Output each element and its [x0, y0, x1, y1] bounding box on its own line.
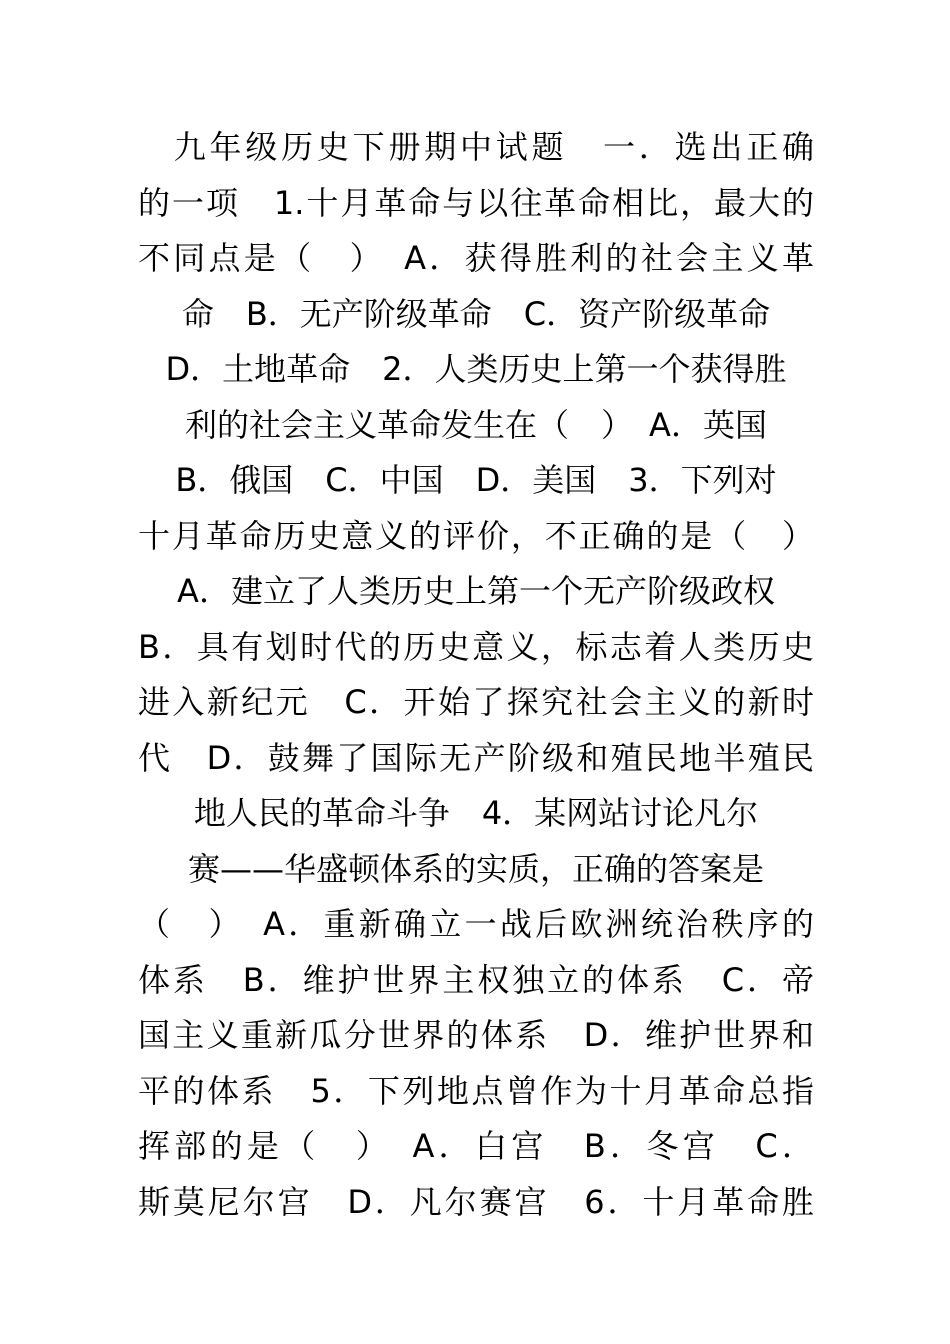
text-line: （ ） A．重新确立一战后欧洲统治秩序的: [138, 905, 814, 943]
text-line: A．建立了人类历史上第一个无产阶级政权: [177, 572, 775, 610]
text-line: 命 B．无产阶级革命 C．资产阶级革命: [181, 294, 771, 333]
text-line: 地人民的革命斗争 4．某网站讨论凡尔: [193, 794, 759, 832]
text-line: 进入新纪元 C．开始了探究社会主义的新时: [138, 683, 814, 721]
text-line: 赛——华盛顿体系的实质，正确的答案是: [187, 849, 764, 888]
text-line: D．土地革命 2．人类历史上第一个获得胜: [165, 350, 787, 388]
text-line: 代 D．鼓舞了国际无产阶级和殖民地半殖民: [138, 738, 814, 777]
text-line: 利的社会主义革命发生在（ ） A．英国: [185, 405, 767, 444]
text-line: B．俄国 C．中国 D．美国 3．下列对: [175, 461, 777, 499]
text-line: 不同点是（ ） A．获得胜利的社会主义革: [138, 239, 814, 277]
text-line: 的一项 1.十月革命与以往革命相比，最大的: [138, 183, 814, 222]
exam-text-block: [138, 120, 814, 1230]
text-line: 斯莫尼尔宫 D．凡尔赛宫 6．十月革命胜: [138, 1182, 814, 1221]
text-line: 十月革命历史意义的评价，不正确的是（ ）: [138, 516, 814, 555]
text-line: 挥部的是（ ） A．白宫 B．冬宫 C．: [138, 1127, 814, 1165]
text-line: 九年级历史下册期中试题 一．选出正确: [138, 128, 814, 166]
text-line: 国主义重新瓜分世界的体系 D．维护世界和: [138, 1016, 814, 1054]
text-line: 体系 B．维护世界主权独立的体系 C．帝: [138, 960, 814, 999]
text-line: B．具有划时代的历史意义，标志着人类历史: [138, 627, 814, 666]
text-line: 平的体系 5．下列地点曾作为十月革命总指: [138, 1071, 814, 1110]
